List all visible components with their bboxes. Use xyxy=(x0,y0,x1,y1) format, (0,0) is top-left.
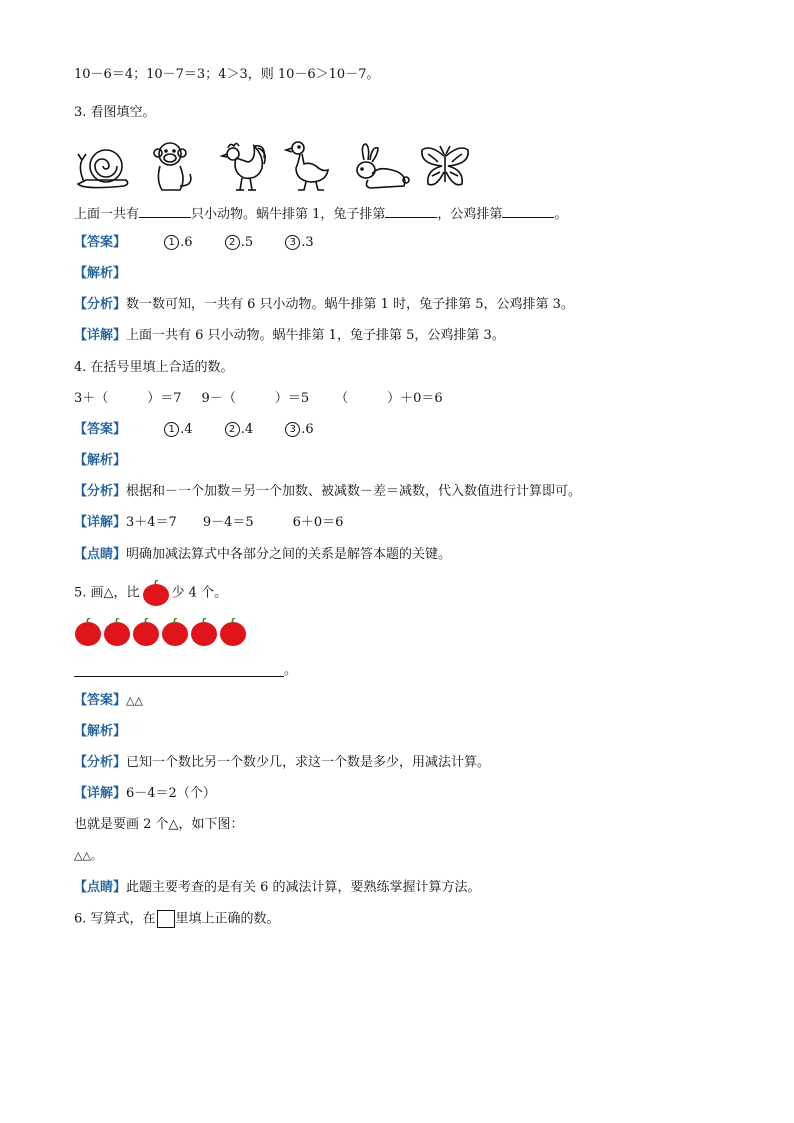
answer-row xyxy=(74,421,342,439)
answer-item xyxy=(225,235,253,250)
analysis-heading: 【解析】 xyxy=(74,266,127,281)
xiangjie-tag: 【详解】 xyxy=(74,786,127,801)
dianjing-tag: 【点睛】 xyxy=(74,880,127,895)
fenxi-text: 数一数可知，一共有 6 只小动物。蜗牛排第 1 时，兔子排第 5，公鸡排第 3。 xyxy=(126,297,574,312)
equation-line: 10－6＝4；10－7＝3；4＞3，则 10－6＞10－7。 xyxy=(74,67,380,82)
explanation-line: 也就是要画 2 个△，如下图： xyxy=(74,817,244,832)
answer-tag: 【答案】 xyxy=(74,422,127,437)
apple-icon xyxy=(162,618,188,646)
question-4-title: 4. 在括号里填上合适的数。 xyxy=(74,360,234,375)
q6-title-part: 6. 写算式，在 xyxy=(74,911,156,927)
fill-text: ，公鸡排第 xyxy=(437,207,503,222)
question-3-fill-line xyxy=(74,203,567,224)
apple-icon xyxy=(142,580,170,606)
apple-icon xyxy=(220,618,246,646)
fill-text: 。 xyxy=(554,207,568,222)
circled-number: 2 xyxy=(225,422,240,437)
answer-value: .3 xyxy=(301,235,314,250)
analysis-heading: 【解析】 xyxy=(74,453,127,468)
answer-item xyxy=(164,422,192,437)
fenxi-tag: 【分析】 xyxy=(74,297,127,312)
key-point-line xyxy=(74,879,481,897)
circled-number: 3 xyxy=(285,235,300,250)
equation-2: 9－（ ）＝5 xyxy=(201,391,310,406)
triangle-answer: △△ xyxy=(126,694,143,707)
apple-icon xyxy=(191,618,217,646)
answer-tag: 【答案】 xyxy=(74,693,127,708)
analysis-line xyxy=(74,754,490,772)
answer-item xyxy=(285,235,313,250)
apple-icon xyxy=(104,618,130,646)
answer-blank[interactable] xyxy=(502,203,554,218)
monkey-icon xyxy=(154,143,191,190)
analysis-line xyxy=(74,483,581,501)
analysis-line xyxy=(74,296,574,314)
animal-picture-row xyxy=(74,138,474,194)
fenxi-text: 已知一个数比另一个数少几，求这一个数是多少，用减法计算。 xyxy=(126,755,491,770)
answer-value: .6 xyxy=(180,235,193,250)
circled-number: 1 xyxy=(164,235,179,250)
analysis-heading: 【解析】 xyxy=(74,724,127,739)
answer-row xyxy=(74,234,342,252)
answer-item xyxy=(285,422,313,437)
question-5-title xyxy=(74,580,227,607)
answer-value: .4 xyxy=(180,422,193,437)
xiangjie-text: 上面一共有 6 只小动物。蜗牛排第 1，兔子排第 5，公鸡排第 3。 xyxy=(126,328,505,343)
xiangjie-tag: 【详解】 xyxy=(74,328,127,343)
apple-row xyxy=(74,618,254,648)
dianjing-tag: 【点睛】 xyxy=(74,547,127,562)
answer-tag: 【答案】 xyxy=(74,235,127,250)
rabbit-icon xyxy=(357,144,409,188)
q6-title-part: 里填上正确的数。 xyxy=(175,911,280,927)
triangle-drawing: △△。 xyxy=(74,849,102,862)
rooster-icon xyxy=(222,144,265,191)
drawing-answer-line[interactable] xyxy=(74,676,284,677)
detail-line xyxy=(74,785,216,803)
apple-icon xyxy=(75,618,101,646)
fill-text: 上面一共有 xyxy=(74,207,140,222)
xiangjie-text: 3＋4＝7 9－4＝5 6＋0＝6 xyxy=(126,515,344,530)
answer-box[interactable] xyxy=(157,910,175,928)
q5-title-part: 5. 画△，比 xyxy=(74,585,140,601)
answer-blank[interactable] xyxy=(139,203,191,218)
line-end-mark: 。 xyxy=(284,663,298,678)
circled-number: 2 xyxy=(225,235,240,250)
apple-icon xyxy=(133,618,159,646)
circled-number: 1 xyxy=(164,422,179,437)
answer-value: .6 xyxy=(301,422,314,437)
equation-3: （ ）＋0＝6 xyxy=(335,391,443,406)
snail-icon xyxy=(78,150,128,188)
equation-1: 3＋（ ）＝7 xyxy=(74,391,182,406)
answer-row xyxy=(74,692,143,710)
dianjing-text: 此题主要考查的是有关 6 的减法计算，要熟练掌握计算方法。 xyxy=(126,880,481,895)
xiangjie-text: 6－4＝2（个） xyxy=(126,786,216,801)
answer-item xyxy=(225,422,253,437)
q5-title-part: 少 4 个。 xyxy=(171,585,228,601)
fenxi-tag: 【分析】 xyxy=(74,484,127,499)
fenxi-text: 根据和－一个加数＝另一个加数、被减数－差＝减数，代入数值进行计算即可。 xyxy=(126,484,582,499)
xiangjie-tag: 【详解】 xyxy=(74,515,127,530)
answer-blank[interactable] xyxy=(385,203,437,218)
fill-text: 只小动物。蜗牛排第 1，兔子排第 xyxy=(191,207,386,222)
answer-value: .5 xyxy=(240,235,254,250)
detail-line xyxy=(74,514,343,532)
detail-line xyxy=(74,327,505,345)
answer-value: .4 xyxy=(240,422,254,437)
duck-icon xyxy=(286,142,328,190)
question-3-title: 3. 看图填空。 xyxy=(74,105,156,120)
answer-item xyxy=(164,235,192,250)
key-point-line xyxy=(74,546,451,564)
circled-number: 3 xyxy=(285,422,300,437)
fenxi-tag: 【分析】 xyxy=(74,755,127,770)
butterfly-icon xyxy=(422,146,468,185)
question-6-title xyxy=(74,910,280,929)
question-4-equations xyxy=(74,390,443,408)
dianjing-text: 明确加减法算式中各部分之间的关系是解答本题的关键。 xyxy=(126,547,452,562)
